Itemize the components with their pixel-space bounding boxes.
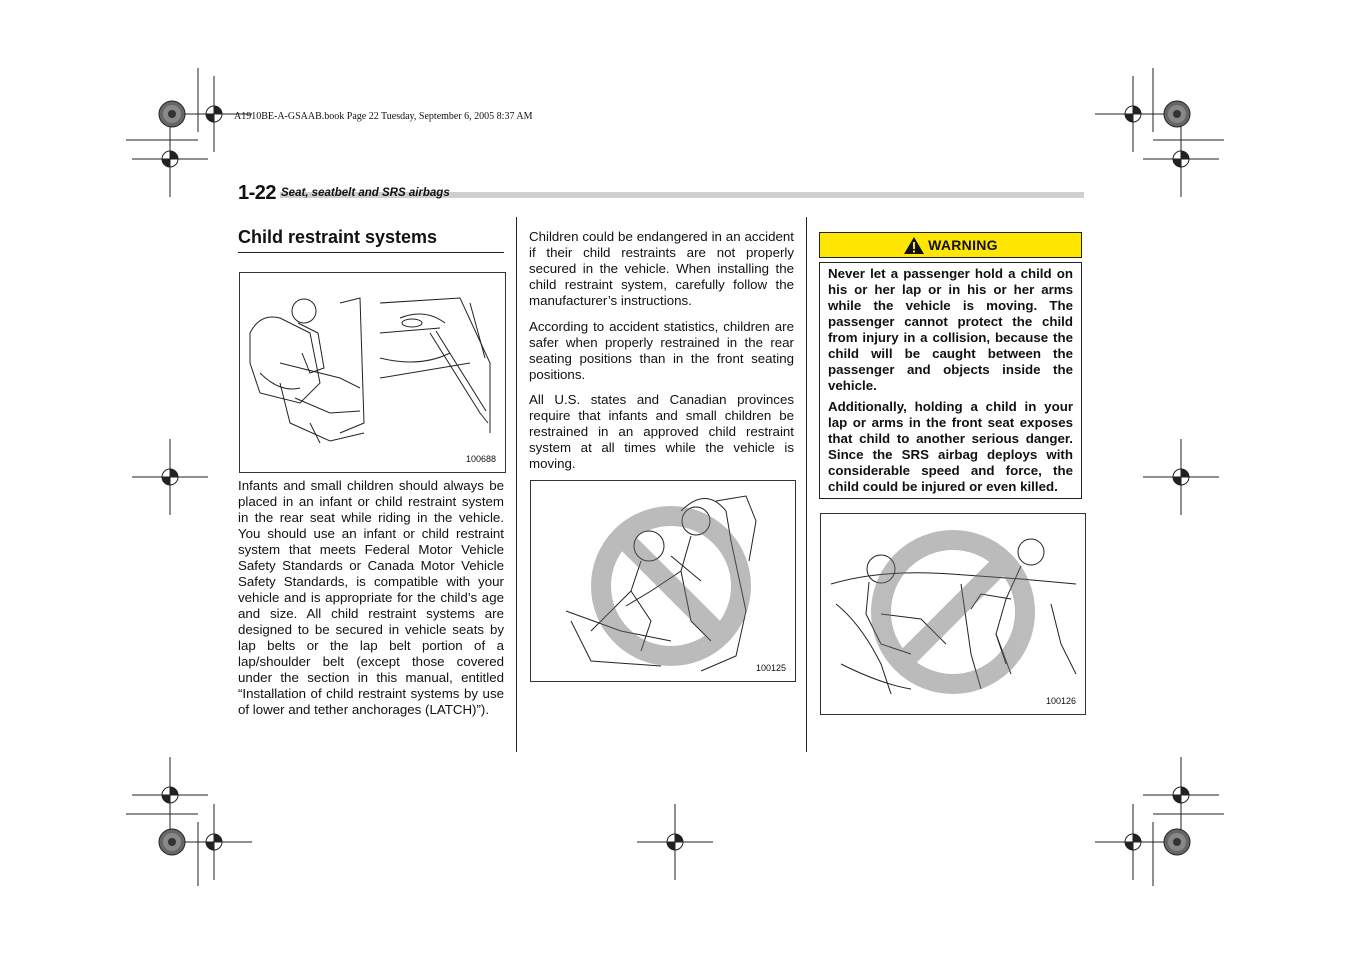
figure-code: 100126 [1045, 696, 1076, 706]
paragraph-statistics: According to accident statistics, children are safer when properly restrained in the rear seating positions than in the front seating positions. [529, 319, 794, 382]
file-header: A1910BE-A-GSAAB.book Page 22 Tuesday, September 6, 2005 8:37 AM [234, 111, 533, 122]
figure-airbag-danger [820, 513, 1086, 715]
warning-triangle-icon [903, 236, 925, 255]
airbag-danger-illustration [821, 514, 1085, 714]
paragraph-states: All U.S. states and Canadian provinces require that infants and small children be restrained in an approved child restraint system at all times while the vehicle is moving. [529, 392, 794, 471]
child-on-lap-illustration [531, 481, 795, 681]
prohibition-icon [881, 540, 1025, 684]
paragraph-endangered: Children could be endangered in an accident if their child restraints are not properly secured in the vehicle. When installing the child restraint system, carefully follow the manufacturer’s instructions. [529, 229, 794, 308]
figure-code: 100125 [755, 663, 786, 673]
section-title: Seat, seatbelt and SRS airbags [281, 187, 450, 199]
paragraph-child-restraint: Infants and small children should always be placed in an infant or child restraint system in the rear seat while riding in the vehicle. You should use an infant or child restraint system that meets Federal Motor Vehicle Safety Standards or Canada Motor Vehicle Safety Standards, is compatible with your vehicle and is appropriate for the child’s age and size. All child restraint systems are designed to be secured in vehicle seats by lap belts or the lap belt portion of a lap/shoulder belt (except those covered under the section in this manual, entitled “Installation of child restraint systems by use of lower and tether anchorages (LATCH)”). [238, 478, 504, 717]
figure-child-seat [239, 272, 506, 473]
prohibition-icon [601, 516, 741, 656]
warning-content [819, 262, 1082, 499]
child-seat-illustration [240, 273, 505, 472]
warning-paragraph-1: Never let a passenger hold a child on his or her lap or in his or her arms while the vehicle is moving. The passenger cannot protect the child from injury in a collision, because the child will be caught between the passenger and objects inside the vehicle. [828, 266, 1073, 393]
warning-paragraph-2: Additionally, holding a child in your lap or arms in the front seat exposes that child to another serious danger. Since the SRS airbag deploys with considerable speed and force, the child could be injured or even killed. [828, 399, 1073, 494]
section-heading: Child restraint systems [238, 227, 504, 253]
column-divider-right [806, 217, 807, 752]
column-divider-left [516, 217, 517, 752]
figure-code: 100688 [465, 454, 496, 464]
page-number: 1-22 [238, 182, 277, 204]
figure-child-on-lap [530, 480, 796, 682]
warning-banner [819, 232, 1082, 258]
warning-label: WARNING [928, 237, 998, 253]
